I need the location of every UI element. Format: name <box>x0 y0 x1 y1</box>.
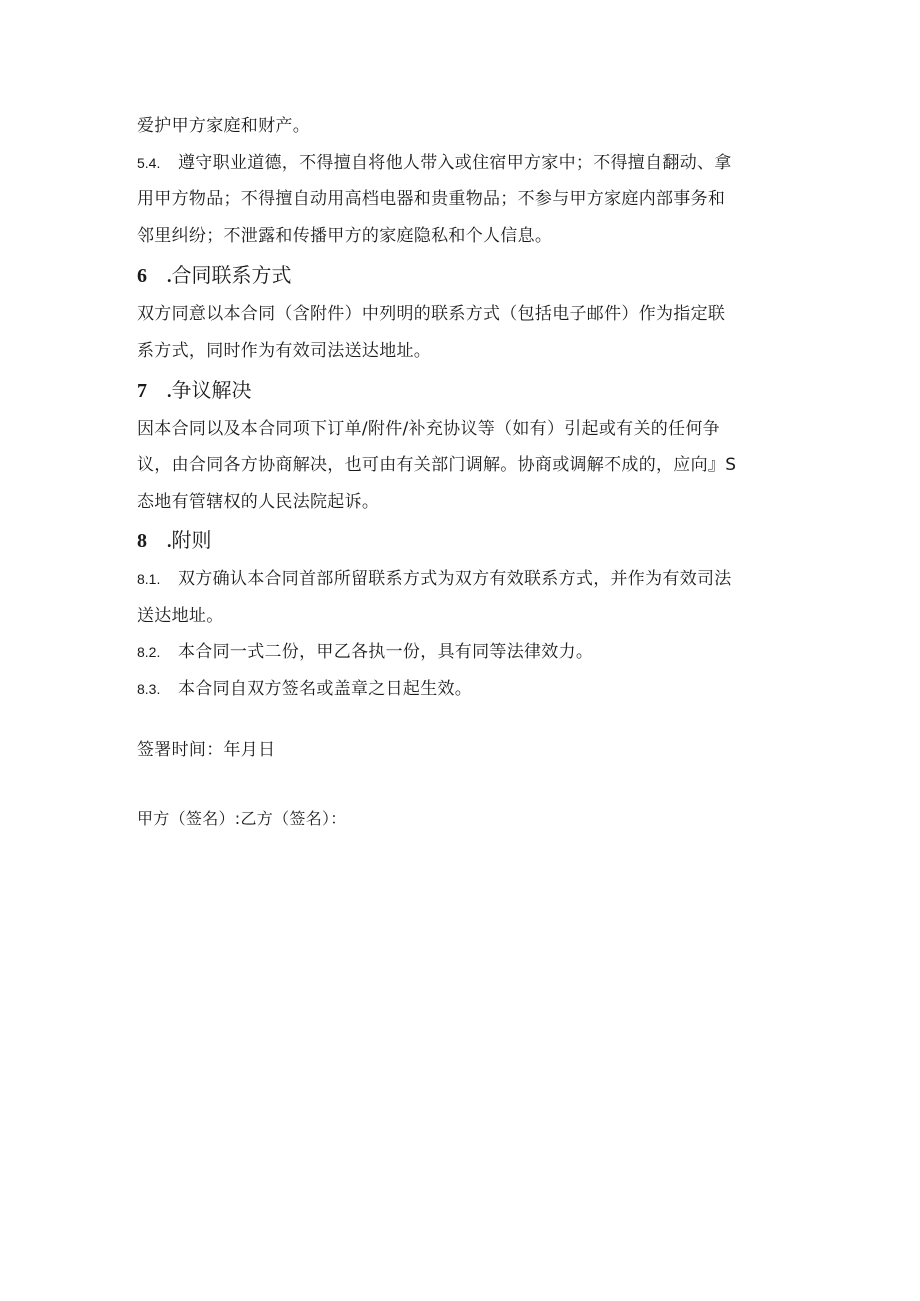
clause-5-4-line-2: 用甲方物品；不得擅自动用高档电器和贵重物品；不参与甲方家庭内部事务和 <box>137 189 726 209</box>
section-7-heading <box>137 376 252 405</box>
signing-time: 签署时间：年月日 <box>137 740 276 760</box>
clause-8-1-line-2: 送达地址。 <box>137 606 224 626</box>
section-number: 6 <box>137 265 147 287</box>
section-8-heading <box>137 526 212 555</box>
section-dot: . <box>167 531 172 551</box>
section-number: 8 <box>137 530 147 552</box>
clause-5-4-line-3: 邻里纠纷；不泄露和传播甲方的家庭隐私和个人信息。 <box>137 226 553 246</box>
clause-text: 双方确认本合同首部所留联系方式为双方有效联系方式，并作为有效司法 <box>178 569 732 589</box>
clause-8-1-line-1 <box>137 567 732 591</box>
section-dot: . <box>167 381 172 401</box>
signature-line: 甲方（签名）:乙方（签名）： <box>137 809 347 828</box>
section-7-line-2: 议，由合同各方协商解决，也可由有关部门调解。协商或调解不成的，应向』S <box>137 455 737 475</box>
section-6-line-1: 双方同意以本合同（含附件）中列明的联系方式（包括电子邮件）作为指定联 <box>137 304 726 324</box>
section-title: 合同联系方式 <box>171 263 292 287</box>
intro-line: 爱护甲方家庭和财产。 <box>137 116 310 136</box>
clause-text: 本合同一式二份，甲乙各执一份，具有同等法律效力。 <box>178 642 594 662</box>
section-title: 附则 <box>171 528 212 552</box>
clause-number: 8.1. <box>137 571 161 587</box>
section-7-line-3: 态地有管辖权的人民法院起诉。 <box>137 492 380 512</box>
section-title: 争议解决 <box>171 378 252 402</box>
clause-number: 5.4. <box>137 155 161 171</box>
clause-8-3 <box>137 677 472 701</box>
clause-text: 本合同自双方签名或盖章之日起生效。 <box>178 679 473 699</box>
clause-5-4-line-1 <box>137 151 732 175</box>
clause-number: 8.2. <box>137 644 161 660</box>
section-6-line-2: 系方式，同时作为有效司法送达地址。 <box>137 341 432 361</box>
clause-text: 遵守职业道德，不得擅自将他人带入或住宿甲方家中；不得擅自翻动、拿 <box>178 153 732 173</box>
section-dot: . <box>167 266 172 286</box>
section-7-line-1: 因本合同以及本合同项下订单/附件/补充协议等（如有）引起或有关的任何争 <box>137 419 720 439</box>
section-number: 7 <box>137 380 147 402</box>
clause-number: 8.3. <box>137 681 161 697</box>
section-6-heading <box>137 261 292 290</box>
clause-8-2 <box>137 640 593 664</box>
